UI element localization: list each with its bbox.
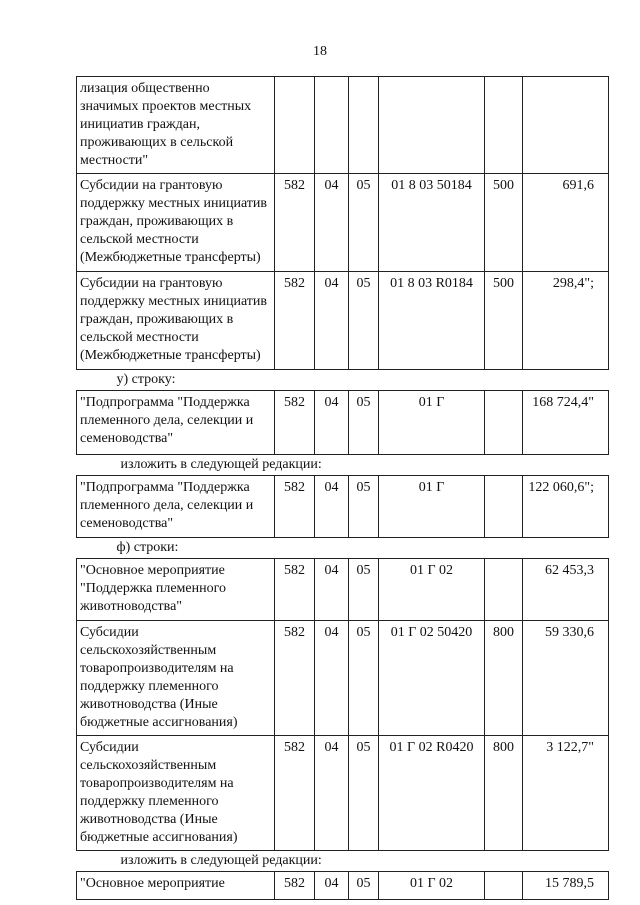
table-row xyxy=(77,621,609,736)
cell-glava xyxy=(275,77,315,174)
cell-amount: 122 060,6"; xyxy=(523,476,609,538)
cell-vid: 800 xyxy=(485,621,523,736)
cell-vid: 500 xyxy=(485,174,523,272)
page-number: 18 xyxy=(313,44,327,59)
cell-glava: 582 xyxy=(275,872,315,900)
note-row xyxy=(77,851,609,872)
note-u: у) строку: xyxy=(77,370,609,391)
cell-amount: 168 724,4" xyxy=(523,391,609,455)
note-row xyxy=(77,455,609,476)
cell-podrazdel: 05 xyxy=(349,174,379,272)
cell-name: "Основное мероприятие xyxy=(77,872,275,900)
cell-code: 01 Г xyxy=(379,476,485,538)
cell-glava: 582 xyxy=(275,476,315,538)
cell-vid xyxy=(485,559,523,621)
cell-name: "Подпрограмма "Поддержка племенного дела, селекции и семеноводства" xyxy=(77,476,275,538)
cell-glava: 582 xyxy=(275,272,315,370)
note-f: ф) строки: xyxy=(77,538,609,559)
cell-vid: 500 xyxy=(485,272,523,370)
cell-podrazdel: 05 xyxy=(349,559,379,621)
cell-razdel: 04 xyxy=(315,872,349,900)
cell-glava: 582 xyxy=(275,736,315,851)
cell-name: Субсидии сельскохозяйственным товаропроизводителям на поддержку племенного животноводства (Иные бюджетные ассигнования) xyxy=(77,621,275,736)
cell-podrazdel xyxy=(349,77,379,174)
cell-amount: 59 330,6 xyxy=(523,621,609,736)
cell-name: Субсидии сельскохозяйственным товаропроизводителям на поддержку племенного животноводства (Иные бюджетные ассигнования) xyxy=(77,736,275,851)
cell-razdel: 04 xyxy=(315,559,349,621)
cell-amount: 15 789,5 xyxy=(523,872,609,900)
cell-podrazdel: 05 xyxy=(349,391,379,455)
cell-razdel: 04 xyxy=(315,476,349,538)
table-row xyxy=(77,872,609,900)
cell-name: "Основное мероприятие "Поддержка племенного животноводства" xyxy=(77,559,275,621)
cell-glava: 582 xyxy=(275,391,315,455)
cell-name: Субсидии на грантовую поддержку местных инициатив граждан, проживающих в сельской местности (Межбюджетные трансферты) xyxy=(77,272,275,370)
cell-amount: 3 122,7" xyxy=(523,736,609,851)
cell-glava: 582 xyxy=(275,621,315,736)
cell-razdel xyxy=(315,77,349,174)
cell-vid xyxy=(485,391,523,455)
cell-razdel: 04 xyxy=(315,391,349,455)
budget-table xyxy=(76,76,609,900)
cell-vid xyxy=(485,476,523,538)
cell-code: 01 8 03 R0184 xyxy=(379,272,485,370)
cell-name: лизация общественно значимых проектов местных инициатив граждан, проживающих в сельской местности" xyxy=(77,77,275,174)
cell-amount xyxy=(523,77,609,174)
cell-razdel: 04 xyxy=(315,272,349,370)
note-row xyxy=(77,370,609,391)
cell-razdel: 04 xyxy=(315,621,349,736)
table-row xyxy=(77,391,609,455)
cell-name: "Подпрограмма "Поддержка племенного дела, селекции и семеноводства" xyxy=(77,391,275,455)
cell-code: 01 Г 02 xyxy=(379,872,485,900)
cell-podrazdel: 05 xyxy=(349,872,379,900)
cell-code: 01 Г xyxy=(379,391,485,455)
cell-glava: 582 xyxy=(275,559,315,621)
cell-podrazdel: 05 xyxy=(349,621,379,736)
note-edit: изложить в следующей редакции: xyxy=(77,851,609,872)
cell-podrazdel: 05 xyxy=(349,736,379,851)
cell-glava: 582 xyxy=(275,174,315,272)
cell-amount: 298,4"; xyxy=(523,272,609,370)
table-row xyxy=(77,736,609,851)
table-row xyxy=(77,559,609,621)
cell-vid xyxy=(485,872,523,900)
table-row xyxy=(77,77,609,174)
cell-razdel: 04 xyxy=(315,736,349,851)
cell-razdel: 04 xyxy=(315,174,349,272)
cell-podrazdel: 05 xyxy=(349,476,379,538)
cell-code: 01 8 03 50184 xyxy=(379,174,485,272)
cell-vid: 800 xyxy=(485,736,523,851)
cell-code xyxy=(379,77,485,174)
cell-vid xyxy=(485,77,523,174)
cell-amount: 62 453,3 xyxy=(523,559,609,621)
cell-code: 01 Г 02 xyxy=(379,559,485,621)
cell-name: Субсидии на грантовую поддержку местных инициатив граждан, проживающих в сельской местности (Межбюджетные трансферты) xyxy=(77,174,275,272)
note-row xyxy=(77,538,609,559)
cell-code: 01 Г 02 R0420 xyxy=(379,736,485,851)
cell-podrazdel: 05 xyxy=(349,272,379,370)
table-row xyxy=(77,174,609,272)
table-row xyxy=(77,476,609,538)
cell-code: 01 Г 02 50420 xyxy=(379,621,485,736)
note-edit: изложить в следующей редакции: xyxy=(77,455,609,476)
cell-amount: 691,6 xyxy=(523,174,609,272)
table-row xyxy=(77,272,609,370)
